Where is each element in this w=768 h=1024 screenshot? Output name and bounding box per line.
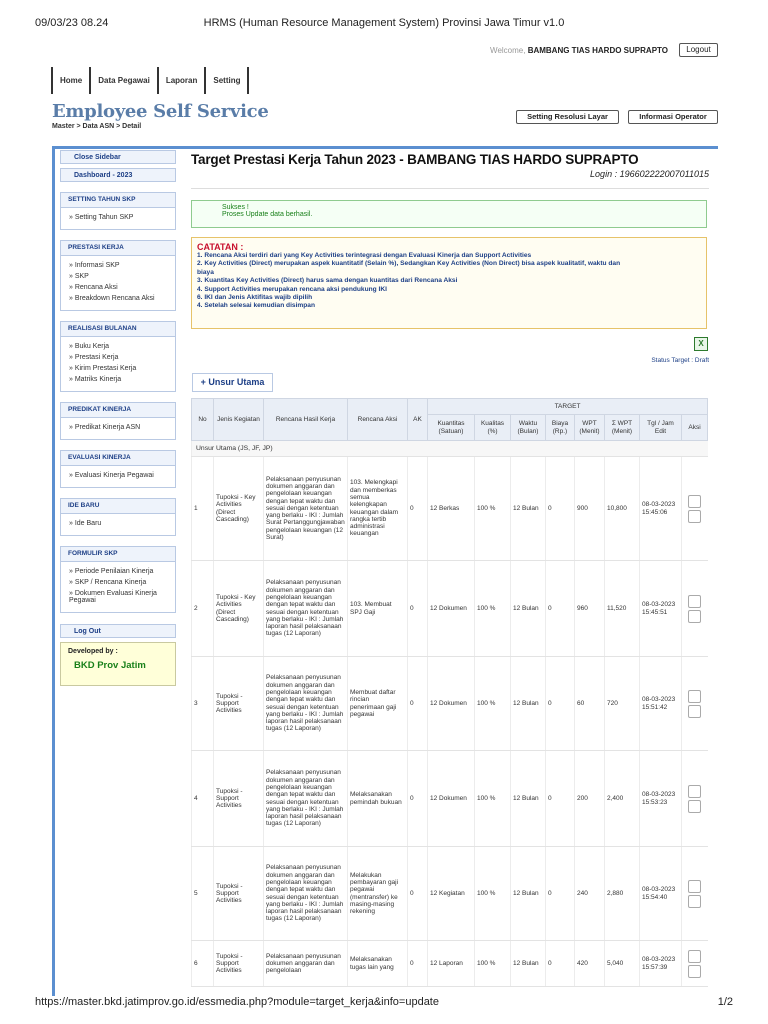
cell-jenis: Tupoksi - Support Activities	[214, 847, 264, 941]
th-kualitas: Kualitas (%)	[475, 415, 511, 441]
sidebar-item[interactable]: » Periode Penilaian Kinerja	[69, 568, 154, 575]
th-target: TARGET	[428, 399, 708, 415]
cell-rhk: Pelaksanaan penyusunan dokumen anggaran dan pengelolaan keuangan dengan tepat waktu dan sesuai dengan ketentuan yang berlaku - IKI : Jumlah Surat Pertanggungjawaban pengelolaan keuangan (12 Surat)	[264, 457, 348, 561]
cell-tgl: 08-03-2023 15:54:40	[640, 847, 682, 941]
th-rencana-hasil: Rencana Hasil Kerja	[264, 399, 348, 441]
cell-wpt: 900	[575, 457, 605, 561]
success-alert	[191, 200, 707, 228]
welcome-label: Welcome,	[490, 46, 526, 55]
cell-swpt: 11,520	[605, 561, 640, 657]
sidebar-section-title: IDE BARU	[61, 499, 175, 514]
delete-checkbox[interactable]	[688, 705, 701, 718]
cell-wpt: 960	[575, 561, 605, 657]
nav-home[interactable]: Home	[53, 67, 91, 94]
app-title: Employee Self Service	[52, 101, 269, 122]
cell-aksi: Membuat daftar rincian penerimaan gaji pegawai	[348, 657, 408, 751]
sidebar-item-list	[61, 256, 175, 310]
sidebar-item-list	[61, 337, 175, 391]
cell-waktu: 12 Bulan	[511, 457, 546, 561]
cell-kuantitas: 12 Dokumen	[428, 751, 475, 847]
sidebar-section-title: FORMULIR SKP	[61, 547, 175, 562]
cell-jenis: Tupoksi - Key Activities (Direct Cascading)	[214, 561, 264, 657]
sidebar-section	[60, 450, 176, 488]
th-aksi: Aksi	[682, 415, 708, 441]
developed-by-label: Developed by :	[68, 648, 118, 655]
sidebar-item[interactable]: » Kirim Prestasi Kerja	[69, 365, 137, 372]
cell-rhk: Pelaksanaan penyusunan dokumen anggaran dan pengelolaan	[264, 941, 348, 987]
nav-setting[interactable]: Setting	[206, 67, 249, 94]
logout-button[interactable]: Logout	[679, 43, 718, 57]
sidebar-item[interactable]: » Buku Kerja	[69, 343, 110, 350]
delete-checkbox[interactable]	[688, 510, 701, 523]
cell-rhk: Pelaksanaan penyusunan dokumen anggaran dan pengelolaan keuangan dengan tepat waktu dan sesuai dengan ketentuan yang berlaku - IKI : Jumlah laporan hasil pelaksanaan tugas (12 Laporan)	[264, 657, 348, 751]
table-body	[192, 441, 708, 987]
sidebar-item[interactable]: » Prestasi Kerja	[69, 354, 119, 361]
sidebar-section	[60, 498, 176, 536]
catatan-box	[191, 237, 707, 329]
sidebar-item-list	[61, 514, 175, 535]
dashboard-button[interactable]: Dashboard - 2023	[60, 168, 176, 182]
cell-wpt: 240	[575, 847, 605, 941]
sidebar-item-list	[61, 418, 175, 439]
cell-biaya: 0	[546, 457, 575, 561]
sidebar-item[interactable]: » Evaluasi Kinerja Pegawai	[69, 472, 154, 479]
delete-checkbox[interactable]	[688, 965, 701, 978]
success-title: Sukses !	[222, 204, 249, 211]
edit-checkbox[interactable]	[688, 495, 701, 508]
cell-wpt: 60	[575, 657, 605, 751]
catatan-list	[197, 252, 706, 311]
login-nip: Login : 196602222007011015	[590, 169, 709, 179]
sidebar-item[interactable]: » SKP / Rencana Kinerja	[69, 579, 147, 586]
cell-tgl: 08-03-2023 15:51:42	[640, 657, 682, 751]
success-message: Proses Update data berhasil.	[222, 211, 313, 218]
cell-tgl: 08-03-2023 15:45:06	[640, 457, 682, 561]
cell-kuantitas: 12 Dokumen	[428, 561, 475, 657]
catatan-line: 1. Rencana Aksi terdiri dari yang Key Activities terintegrasi dengan Evaluasi Kinerja dan Support Activities	[197, 252, 532, 259]
catatan-line: 3. Kuantitas Key Activities (Direct) harus sama dengan kuantitas dari Rencana Aksi	[197, 277, 458, 285]
developer-box	[60, 642, 176, 686]
th-jenis: Jenis Kegiatan	[214, 399, 264, 441]
add-unsur-utama-button[interactable]: + Unsur Utama	[192, 373, 273, 392]
cell-no: 3	[192, 657, 214, 751]
sidebar-item[interactable]: » SKP	[69, 273, 89, 280]
sidebar-section-title: SETTING TAHUN SKP	[61, 193, 175, 208]
cell-kualitas: 100 %	[475, 657, 511, 751]
th-wpt: WPT (Menit)	[575, 415, 605, 441]
welcome-text	[470, 46, 668, 55]
th-ak: AK	[408, 399, 428, 441]
cell-jenis: Tupoksi - Support Activities	[214, 941, 264, 987]
sidebar-logout-button[interactable]: Log Out	[60, 624, 176, 638]
cell-waktu: 12 Bulan	[511, 847, 546, 941]
sidebar-section-title: EVALUASI KINERJA	[61, 451, 175, 466]
cell-no: 1	[192, 457, 214, 561]
th-kuantitas: Kuantitas (Satuan)	[428, 415, 475, 441]
cell-aksi-buttons	[682, 457, 708, 561]
cell-swpt: 2,880	[605, 847, 640, 941]
cell-aksi: Melakukan pembayaran gaji pegawai (mentransfer) ke masing-masing rekening	[348, 847, 408, 941]
table-row	[192, 751, 708, 847]
delete-checkbox[interactable]	[688, 610, 701, 623]
sidebar-item[interactable]: » Ide Baru	[69, 520, 102, 527]
cell-kualitas: 100 %	[475, 941, 511, 987]
cell-ak: 0	[408, 561, 428, 657]
cell-no: 6	[192, 941, 214, 987]
delete-checkbox[interactable]	[688, 800, 701, 813]
excel-export-icon[interactable]: X	[694, 337, 708, 351]
sidebar-item[interactable]: » Breakdown Rencana Aksi	[69, 295, 155, 302]
cell-kuantitas: 12 Dokumen	[428, 657, 475, 751]
cell-tgl: 08-03-2023 15:53:23	[640, 751, 682, 847]
cell-biaya: 0	[546, 847, 575, 941]
edit-checkbox[interactable]	[688, 950, 701, 963]
sidebar-section-title: PRESTASI KERJA	[61, 241, 175, 256]
edit-checkbox[interactable]	[688, 785, 701, 798]
cell-aksi-buttons	[682, 657, 708, 751]
top-nav	[51, 67, 249, 94]
cell-waktu: 12 Bulan	[511, 751, 546, 847]
cell-biaya: 0	[546, 657, 575, 751]
user-name: BAMBANG TIAS HARDO SUPRAPTO	[527, 46, 668, 55]
group-row	[192, 441, 708, 457]
developer-name: BKD Prov Jatim	[74, 660, 146, 671]
cell-ak: 0	[408, 457, 428, 561]
cell-rhk: Pelaksanaan penyusunan dokumen anggaran dan pengelolaan keuangan dengan tepat waktu dan sesuai dengan ketentuan yang berlaku - IKI : Jumlah laporan hasil pelaksanaan tugas (12 Laporan)	[264, 751, 348, 847]
sidebar-section	[60, 192, 176, 230]
print-date: 09/03/23 08.24	[35, 17, 109, 29]
th-sigma-wpt: Σ WPT (Menit)	[605, 415, 640, 441]
sidebar-item[interactable]: » Predikat Kinerja ASN	[69, 424, 141, 431]
cell-aksi: 103. Melengkapi dan memberkas semua kelengkapan keuangan dalam rangka tertib administrasi keuangan	[348, 457, 408, 561]
catatan-title: CATATAN :	[197, 242, 244, 252]
sidebar-item-list	[61, 208, 175, 229]
cell-kualitas: 100 %	[475, 847, 511, 941]
sidebar-item[interactable]: » Setting Tahun SKP	[69, 214, 134, 221]
target-table	[191, 398, 708, 987]
sidebar	[60, 150, 176, 686]
sidebar-section	[60, 240, 176, 311]
catatan-line: 4. Support Activities merupakan rencana aksi pendukung IKI	[197, 285, 387, 293]
cell-jenis: Tupoksi - Key Activities (Direct Cascading)	[214, 457, 264, 561]
cell-rhk: Pelaksanaan penyusunan dokumen anggaran dan pengelolaan keuangan dengan tepat waktu dan sesuai dengan ketentuan yang berlaku - IKI : Jumlah laporan hasil pelaksanaan tugas (12 Laporan)	[264, 561, 348, 657]
informasi-operator-button[interactable]: Informasi Operator	[628, 110, 718, 124]
cell-swpt: 2,400	[605, 751, 640, 847]
cell-biaya: 0	[546, 941, 575, 987]
cell-swpt: 10,800	[605, 457, 640, 561]
cell-ak: 0	[408, 847, 428, 941]
close-sidebar-button[interactable]: Close Sidebar	[60, 150, 176, 164]
sidebar-item-list	[61, 466, 175, 487]
cell-kuantitas: 12 Laporan	[428, 941, 475, 987]
cell-ak: 0	[408, 657, 428, 751]
cell-aksi-buttons	[682, 941, 708, 987]
cell-kualitas: 100 %	[475, 751, 511, 847]
cell-swpt: 5,040	[605, 941, 640, 987]
cell-jenis: Tupoksi - Support Activities	[214, 751, 264, 847]
cell-biaya: 0	[546, 561, 575, 657]
cell-waktu: 12 Bulan	[511, 561, 546, 657]
sidebar-item-list	[61, 562, 175, 612]
sidebar-item[interactable]: » Rencana Aksi	[69, 284, 118, 291]
divider	[191, 188, 709, 189]
status-target: Status Target : Draft	[651, 357, 709, 364]
catatan-line: 6. IKI dan Jenis Aktifitas wajib dipilih	[197, 294, 313, 302]
th-rencana-aksi: Rencana Aksi	[348, 399, 408, 441]
setting-resolusi-button[interactable]: Setting Resolusi Layar	[516, 110, 619, 124]
cell-waktu: 12 Bulan	[511, 657, 546, 751]
sidebar-section-title: PREDIKAT KINERJA	[61, 403, 175, 418]
cell-waktu: 12 Bulan	[511, 941, 546, 987]
cell-ak: 0	[408, 941, 428, 987]
breadcrumb: Master > Data ASN > Detail	[52, 123, 142, 130]
print-header	[35, 17, 733, 31]
print-page: 1/2	[717, 996, 733, 1008]
catatan-line: biaya	[197, 268, 214, 276]
sidebar-sections	[60, 192, 176, 613]
cell-aksi-buttons	[682, 561, 708, 657]
th-biaya: Biaya (Rp.)	[546, 415, 575, 441]
cell-rhk: Pelaksanaan penyusunan dokumen anggaran dan pengelolaan keuangan dengan tepat waktu dan sesuai dengan ketentuan yang berlaku - IKI : Jumlah laporan hasil pelaksanaan tugas (12 Laporan)	[264, 847, 348, 941]
cell-aksi: Melaksanakan pemindah bukuan	[348, 751, 408, 847]
sidebar-section	[60, 546, 176, 613]
cell-wpt: 420	[575, 941, 605, 987]
th-waktu: Waktu (Bulan)	[511, 415, 546, 441]
edit-checkbox[interactable]	[688, 595, 701, 608]
cell-no: 5	[192, 847, 214, 941]
cell-aksi-buttons	[682, 847, 708, 941]
cell-wpt: 200	[575, 751, 605, 847]
th-tgl: Tgl / Jam Edit	[640, 415, 682, 441]
cell-no: 4	[192, 751, 214, 847]
print-url: https://master.bkd.jatimprov.go.id/essmedia.php?module=target_kerja&info=update	[35, 996, 439, 1008]
th-no: No	[192, 399, 214, 441]
cell-kualitas: 100 %	[475, 561, 511, 657]
table-row	[192, 561, 708, 657]
sidebar-section-title: REALISASI BULANAN	[61, 322, 175, 337]
nav-data-pegawai[interactable]: Data Pegawai	[91, 67, 159, 94]
page-title: Target Prestasi Kerja Tahun 2023 - BAMBANG TIAS HARDO SUPRAPTO	[191, 152, 639, 167]
cell-tgl: 08-03-2023 15:45:51	[640, 561, 682, 657]
table-row	[192, 941, 708, 987]
table-row	[192, 847, 708, 941]
table-row	[192, 657, 708, 751]
cell-biaya: 0	[546, 751, 575, 847]
edit-checkbox[interactable]	[688, 690, 701, 703]
sidebar-item[interactable]: » Informasi SKP	[69, 262, 120, 269]
table-row	[192, 457, 708, 561]
cell-kuantitas: 12 Berkas	[428, 457, 475, 561]
sidebar-item[interactable]: » Matriks Kinerja	[69, 376, 122, 383]
cell-tgl: 08-03-2023 15:57:39	[640, 941, 682, 987]
delete-checkbox[interactable]	[688, 895, 701, 908]
print-footer	[35, 996, 733, 1010]
catatan-line: 2. Key Activities (Direct) merupakan aspek kuantitatif (Selain %), Sedangkan Key Activities (Non Direct) bisa aspek kualitatif, waktu dan	[197, 260, 621, 268]
cell-kualitas: 100 %	[475, 457, 511, 561]
cell-no: 2	[192, 561, 214, 657]
cell-aksi: Melaksanakan tugas lain yang	[348, 941, 408, 987]
cell-jenis: Tupoksi - Support Activities	[214, 657, 264, 751]
print-title: HRMS (Human Resource Management System) Provinsi Jawa Timur v1.0	[203, 17, 565, 29]
edit-checkbox[interactable]	[688, 880, 701, 893]
cell-aksi-buttons	[682, 751, 708, 847]
nav-laporan[interactable]: Laporan	[159, 67, 207, 94]
cell-kuantitas: 12 Kegiatan	[428, 847, 475, 941]
sidebar-section	[60, 402, 176, 440]
cell-swpt: 720	[605, 657, 640, 751]
catatan-line: 4. Setelah selesai kemudian disimpan	[197, 302, 316, 310]
sidebar-section	[60, 321, 176, 392]
group-label: Unsur Utama (JS, JF, JP)	[192, 441, 708, 457]
cell-ak: 0	[408, 751, 428, 847]
cell-aksi: 103. Membuat SPJ Gaji	[348, 561, 408, 657]
sidebar-item[interactable]: » Dokumen Evaluasi Kinerja Pegawai	[69, 590, 157, 604]
